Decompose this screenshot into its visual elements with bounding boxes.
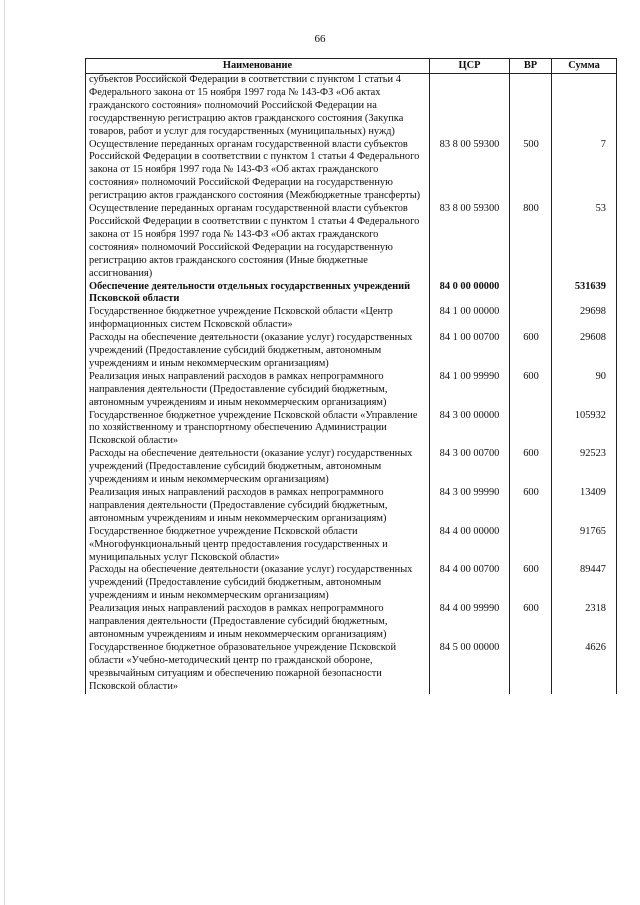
table-row	[86, 139, 617, 204]
row-sum-cell: 13409	[552, 487, 617, 526]
row-sum-cell: 2318	[552, 603, 617, 642]
header-name: Наименование	[86, 59, 430, 74]
row-csr-cell: 84 4 00 99990	[430, 603, 510, 642]
row-sum-cell: 89447	[552, 564, 617, 603]
row-name-cell: субъектов Российской Федерации в соответствии с пунктом 1 статьи 4 Федерального закона от 15 ноября 1997 года № 143-ФЗ «Об актах гражданского состояния» полномочий Российской Федерации на государственную регистрацию актов гражданского состояния (Закупка товаров, работ и услуг для государственных (муниципальных) нужд)	[86, 74, 430, 139]
row-name-cell: Осуществление переданных органам государственной власти субъектов Российской Федерации в соответствии с пунктом 1 статьи 4 Федерального закона от 15 ноября 1997 года № 143-ФЗ «Об актах гражданского состояния» полномочий Российской Федерации на государственную регистрацию актов гражданского состояния (Иные бюджетные ассигнования)	[86, 203, 430, 280]
row-csr-cell: 84 1 00 99990	[430, 371, 510, 410]
header-sum: Сумма	[552, 59, 617, 74]
row-sum-cell: 29698	[552, 306, 617, 332]
scan-edge-line	[4, 0, 5, 905]
row-csr-cell: 83 8 00 59300	[430, 203, 510, 280]
row-sum-cell: 7	[552, 139, 617, 204]
row-name-cell: Государственное бюджетное учреждение Псковской области «Многофункциональный центр предоставления государственных и муниципальных услуг Псковской области»	[86, 526, 430, 565]
row-name-cell: Обеспечение деятельности отдельных государственных учреждений Псковской области	[86, 281, 430, 307]
table-row	[86, 448, 617, 487]
table-row	[86, 642, 617, 694]
row-name-cell: Расходы на обеспечение деятельности (оказание услуг) государственных учреждений (Предоставление субсидий бюджетным, автономным учреждениям и иным некоммерческим организациям)	[86, 448, 430, 487]
table-row	[86, 306, 617, 332]
row-sum-cell: 29608	[552, 332, 617, 371]
row-vr-cell	[510, 281, 552, 307]
table-row	[86, 410, 617, 449]
row-csr-cell: 84 3 00 00700	[430, 448, 510, 487]
table-body	[86, 74, 617, 694]
row-sum-cell: 53	[552, 203, 617, 280]
row-vr-cell: 600	[510, 487, 552, 526]
row-name-cell: Осуществление переданных органам государственной власти субъектов Российской Федерации в соответствии с пунктом 1 статьи 4 Федерального закона от 15 ноября 1997 года № 143-ФЗ «Об актах гражданского состояния» полномочий Российской Федерации на государственную регистрацию актов гражданского состояния (Межбюджетные трансферты)	[86, 139, 430, 204]
row-sum-cell: 105932	[552, 410, 617, 449]
row-csr-cell: 84 1 00 00700	[430, 332, 510, 371]
row-vr-cell	[510, 642, 552, 694]
row-csr-cell: 84 0 00 00000	[430, 281, 510, 307]
row-csr-cell: 84 1 00 00000	[430, 306, 510, 332]
row-csr-cell: 84 3 00 00000	[430, 410, 510, 449]
row-vr-cell: 600	[510, 603, 552, 642]
row-csr-cell	[430, 74, 510, 139]
row-vr-cell: 600	[510, 332, 552, 371]
row-vr-cell: 600	[510, 448, 552, 487]
row-name-cell: Государственное бюджетное образовательное учреждение Псковской области «Учебно-методический центр по гражданской обороне, чрезвычайным ситуациям и обеспечению пожарной безопасности Псковской области»	[86, 642, 430, 694]
table-row	[86, 564, 617, 603]
table-row	[86, 74, 617, 139]
row-csr-cell: 83 8 00 59300	[430, 139, 510, 204]
row-name-cell: Расходы на обеспечение деятельности (оказание услуг) государственных учреждений (Предоставление субсидий бюджетным, автономным учреждениям и иным некоммерческим организациям)	[86, 564, 430, 603]
row-vr-cell	[510, 410, 552, 449]
table-header-row	[86, 59, 617, 74]
row-vr-cell: 600	[510, 371, 552, 410]
row-name-cell: Реализация иных направлений расходов в рамках непрограммного направления деятельности (Предоставление субсидий бюджетным, автономным учреждениям и иным некоммерческим организациям)	[86, 487, 430, 526]
row-csr-cell: 84 3 00 99990	[430, 487, 510, 526]
table-row	[86, 487, 617, 526]
row-name-cell: Реализация иных направлений расходов в рамках непрограммного направления деятельности (Предоставление субсидий бюджетным, автономным учреждениям и иным некоммерческим организациям)	[86, 603, 430, 642]
table-row	[86, 332, 617, 371]
row-vr-cell	[510, 526, 552, 565]
table-row	[86, 371, 617, 410]
row-sum-cell: 4626	[552, 642, 617, 694]
row-vr-cell	[510, 74, 552, 139]
header-vr: ВР	[510, 59, 552, 74]
budget-table	[85, 58, 617, 694]
row-sum-cell: 92523	[552, 448, 617, 487]
row-sum-cell: 91765	[552, 526, 617, 565]
table-row	[86, 203, 617, 280]
header-csr: ЦСР	[430, 59, 510, 74]
row-vr-cell: 800	[510, 203, 552, 280]
row-csr-cell: 84 4 00 00000	[430, 526, 510, 565]
page-number: 66	[314, 33, 326, 45]
row-csr-cell: 84 5 00 00000	[430, 642, 510, 694]
row-name-cell: Государственное бюджетное учреждение Псковской области «Управление по хозяйственному и транспортному обеспечению Администрации Псковской области»	[86, 410, 430, 449]
row-sum-cell: 531639	[552, 281, 617, 307]
row-csr-cell: 84 4 00 00700	[430, 564, 510, 603]
row-vr-cell	[510, 306, 552, 332]
row-vr-cell: 500	[510, 139, 552, 204]
row-name-cell: Расходы на обеспечение деятельности (оказание услуг) государственных учреждений (Предоставление субсидий бюджетным, автономным учреждениям и иным некоммерческим организациям)	[86, 332, 430, 371]
row-sum-cell: 90	[552, 371, 617, 410]
table-row	[86, 281, 617, 307]
table-row	[86, 526, 617, 565]
row-name-cell: Государственное бюджетное учреждение Псковской области «Центр информационных систем Псковской области»	[86, 306, 430, 332]
table-row	[86, 603, 617, 642]
row-sum-cell	[552, 74, 617, 139]
row-name-cell: Реализация иных направлений расходов в рамках непрограммного направления деятельности (Предоставление субсидий бюджетным, автономным учреждениям и иным некоммерческим организациям)	[86, 371, 430, 410]
row-vr-cell: 600	[510, 564, 552, 603]
